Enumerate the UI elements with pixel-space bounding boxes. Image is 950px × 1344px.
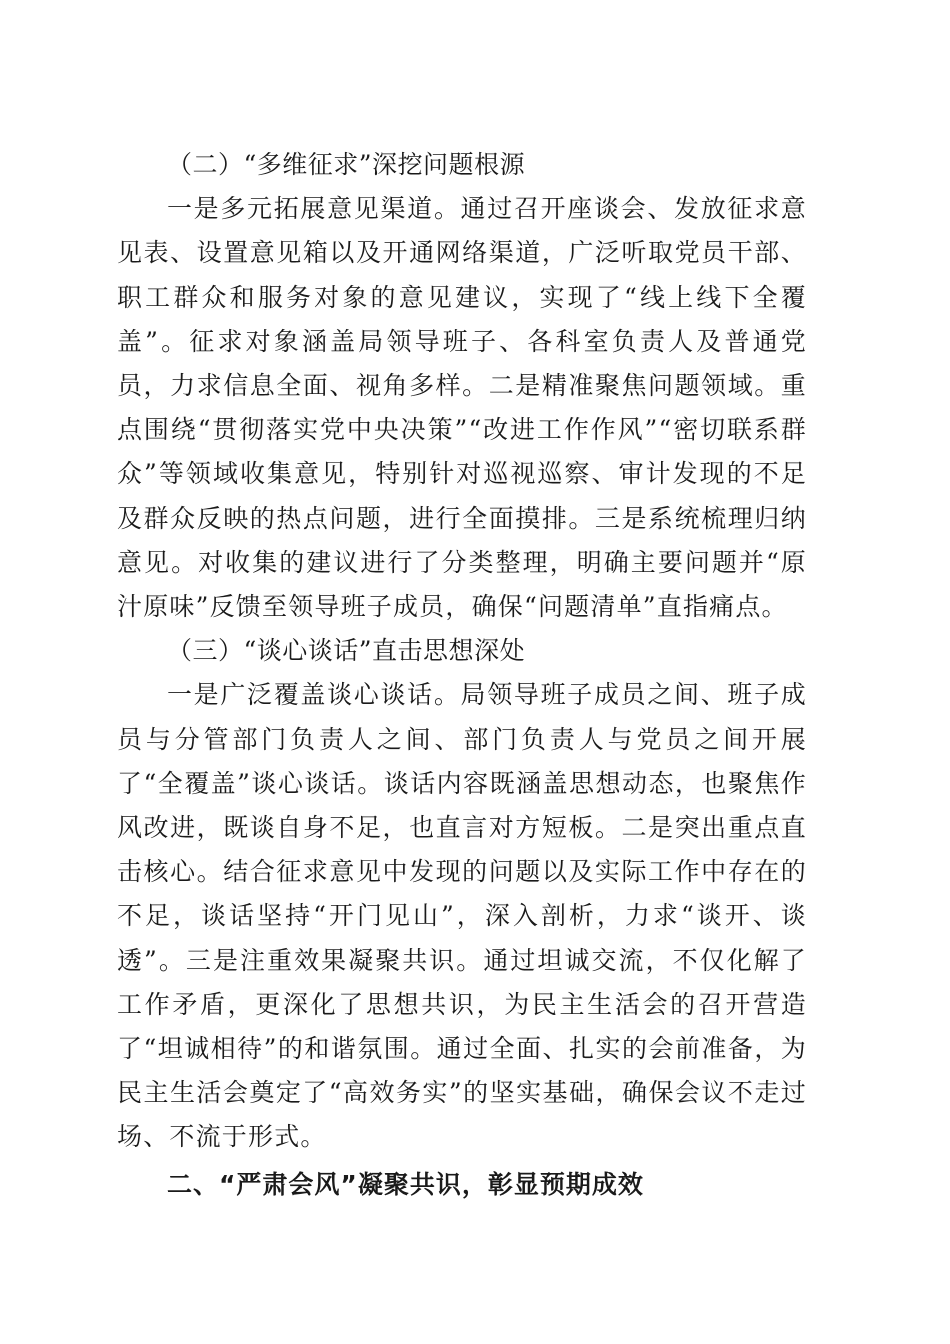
section-3-title: （三）“谈心谈话”直击思想深处 xyxy=(167,636,526,666)
section-2-title: （二）“多维征求”深挖问题根源 xyxy=(167,150,526,179)
section-3-paragraph: 一是广泛覆盖谈心谈话。局领导班子成员之间、班子成员与分管部门负责人之间、部门负责人与党员之间开展了“全覆盖”谈心谈话。谈话内容既涵盖思想动态，也聚焦作风改进，既谈自身不足，也直言对方短板。二是突出重点直击核心。结合征求意见中发现的问题以及实际工作中存在的不足，谈话坚持“开门见山”，深入剖析，力求“谈开、谈透”。三是注重效果凝聚共识。通过坦诚交流，不仅化解了工作矛盾，更深化了思想共识，为民主生活会的召开营造了“坦诚相待”的和谐氛围。通过全面、扎实的会前准备，为民主生活会奠定了“高效务实”的坚实基础，确保会议不走过场、不流于形式。 xyxy=(117,680,807,1152)
document-body xyxy=(117,143,807,1207)
section-2-paragraph: 一是多元拓展意见渠道。通过召开座谈会、发放征求意见表、设置意见箱以及开通网络渠道，广泛听取党员干部、职工群众和服务对象的意见建议，实现了“线上线下全覆盖”。征求对象涵盖局领导班子、各科室负责人及普通党员，力求信息全面、视角多样。二是精准聚焦问题领域。重点围绕“贯彻落实党中央决策”“改进工作作风”“密切联系群众”等领域收集意见，特别针对巡视巡察、审计发现的不足及群众反映的热点问题，进行全面摸排。三是系统梳理归纳意见。对收集的建议进行了分类整理，明确主要问题并“原汁原味”反馈至领导班子成员，确保“问题清单”直指痛点。 xyxy=(117,194,807,622)
part-2-heading: 二、“严肃会风”凝聚共识，彰显预期成效 xyxy=(167,1169,644,1199)
